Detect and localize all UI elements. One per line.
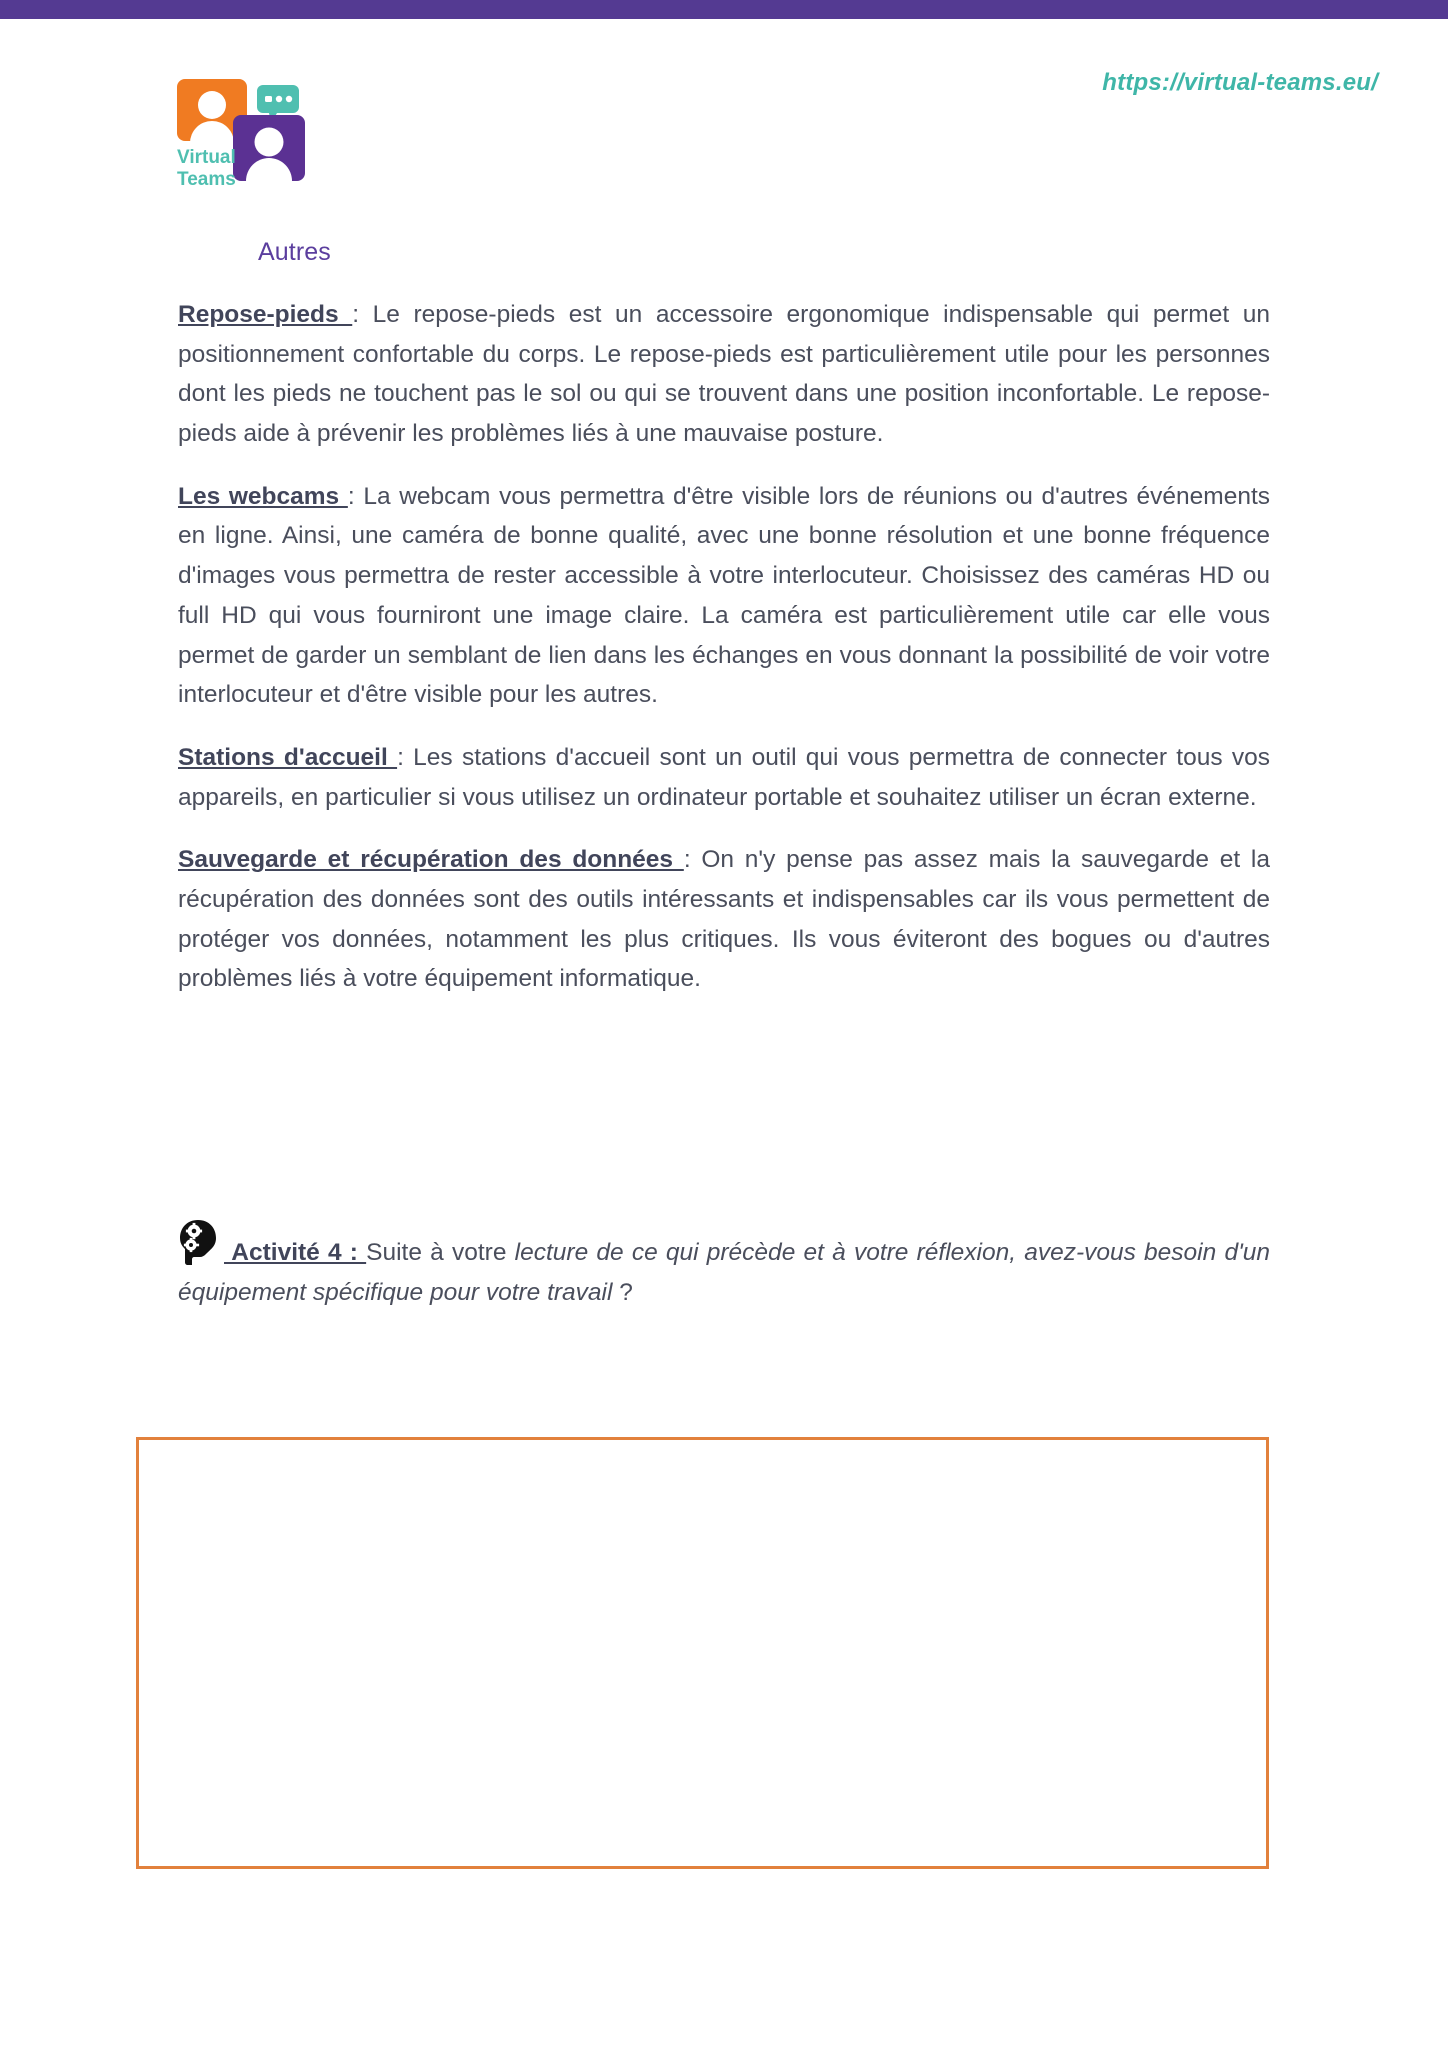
paragraph-text-1: La webcam vous permettra d'être visible lors de réunions ou d'autres événements en ligne. Ainsi, une caméra de bonne qualité, avec une bonne résolution et une bonne fréquence d'images vous permettra de rester accessible à votre interlocuteur. Choisissez des caméras HD ou full HD qui vous fourniront une image claire. La caméra est particulièrement utile car elle vous permet de garder un semblant de lien dans les échanges en vous donnant la possibilité de voir votre interlocuteur et d'être visible pour les autres. — [178, 482, 1270, 709]
term-sauvegarde-recuperation: Sauvegarde et récupération des données — [178, 846, 684, 874]
paragraph-sauvegarde — [178, 840, 1270, 999]
answer-input-area[interactable] — [136, 1437, 1269, 1869]
activity-trailing-text: ? — [612, 1278, 633, 1306]
svg-text:Virtual: Virtual — [177, 147, 236, 168]
site-url-link[interactable]: https://virtual-teams.eu/ — [1102, 69, 1378, 96]
term-les-webcams: Les webcams — [178, 482, 348, 510]
activity-italic-text: lecture de ce qui précède et à votre réflexion, avez-vous besoin d'un équipement spécifique pour votre travail — [178, 1239, 1270, 1306]
paragraph-webcams — [178, 477, 1270, 715]
top-purple-band — [0, 0, 1448, 19]
activity-lead-text: Suite à votre — [366, 1239, 515, 1266]
activity-block — [178, 1218, 1270, 1312]
paragraph-text-3: On n'y pense pas assez mais la sauvegarde et la récupération des données sont des outils intéressants et indispensables car ils vous permettent de protéger vos données, notamment les plus critiques. Ils vous éviteront des bogues ou d'autres problèmes liés à votre équipement informatique. — [178, 846, 1270, 993]
activity-label: Activité 4 : — [224, 1239, 367, 1266]
separator-3: : — [683, 846, 702, 874]
term-repose-pieds: Repose-pieds — [178, 301, 353, 328]
paragraph-text-0: Le repose-pieds est un accessoire ergonomique indispensable qui permet un positionnement confortable du corps. Le repose-pieds est particulièrement utile pour les personnes dont les pieds ne touchent pas le sol ou qui se trouvent dans une position inconfortable. Le repose-pieds aide à prévenir les problèmes liés à une mauvaise posture. — [178, 301, 1270, 448]
section-heading-autres: Autres — [258, 238, 331, 266]
separator-2: : — [397, 743, 414, 771]
paragraph-repose-pieds — [178, 295, 1270, 454]
head-with-gears-icon — [178, 1218, 222, 1270]
separator-1: : — [347, 482, 364, 510]
page-header — [0, 19, 1448, 209]
svg-text:Teams: Teams — [177, 169, 236, 190]
paragraph-text-2: Les stations d'accueil sont un outil qui vous permettra de connecter tous vos appareils, en particulier si vous utilisez un ordinateur portable et souhaitez utiliser un écran externe. — [178, 743, 1271, 811]
virtual-teams-logo — [175, 67, 355, 197]
separator-0: : — [352, 301, 373, 328]
term-stations-accueil: Stations d'accueil — [178, 743, 398, 771]
paragraph-stations-accueil — [178, 738, 1270, 817]
document-body — [178, 295, 1270, 999]
